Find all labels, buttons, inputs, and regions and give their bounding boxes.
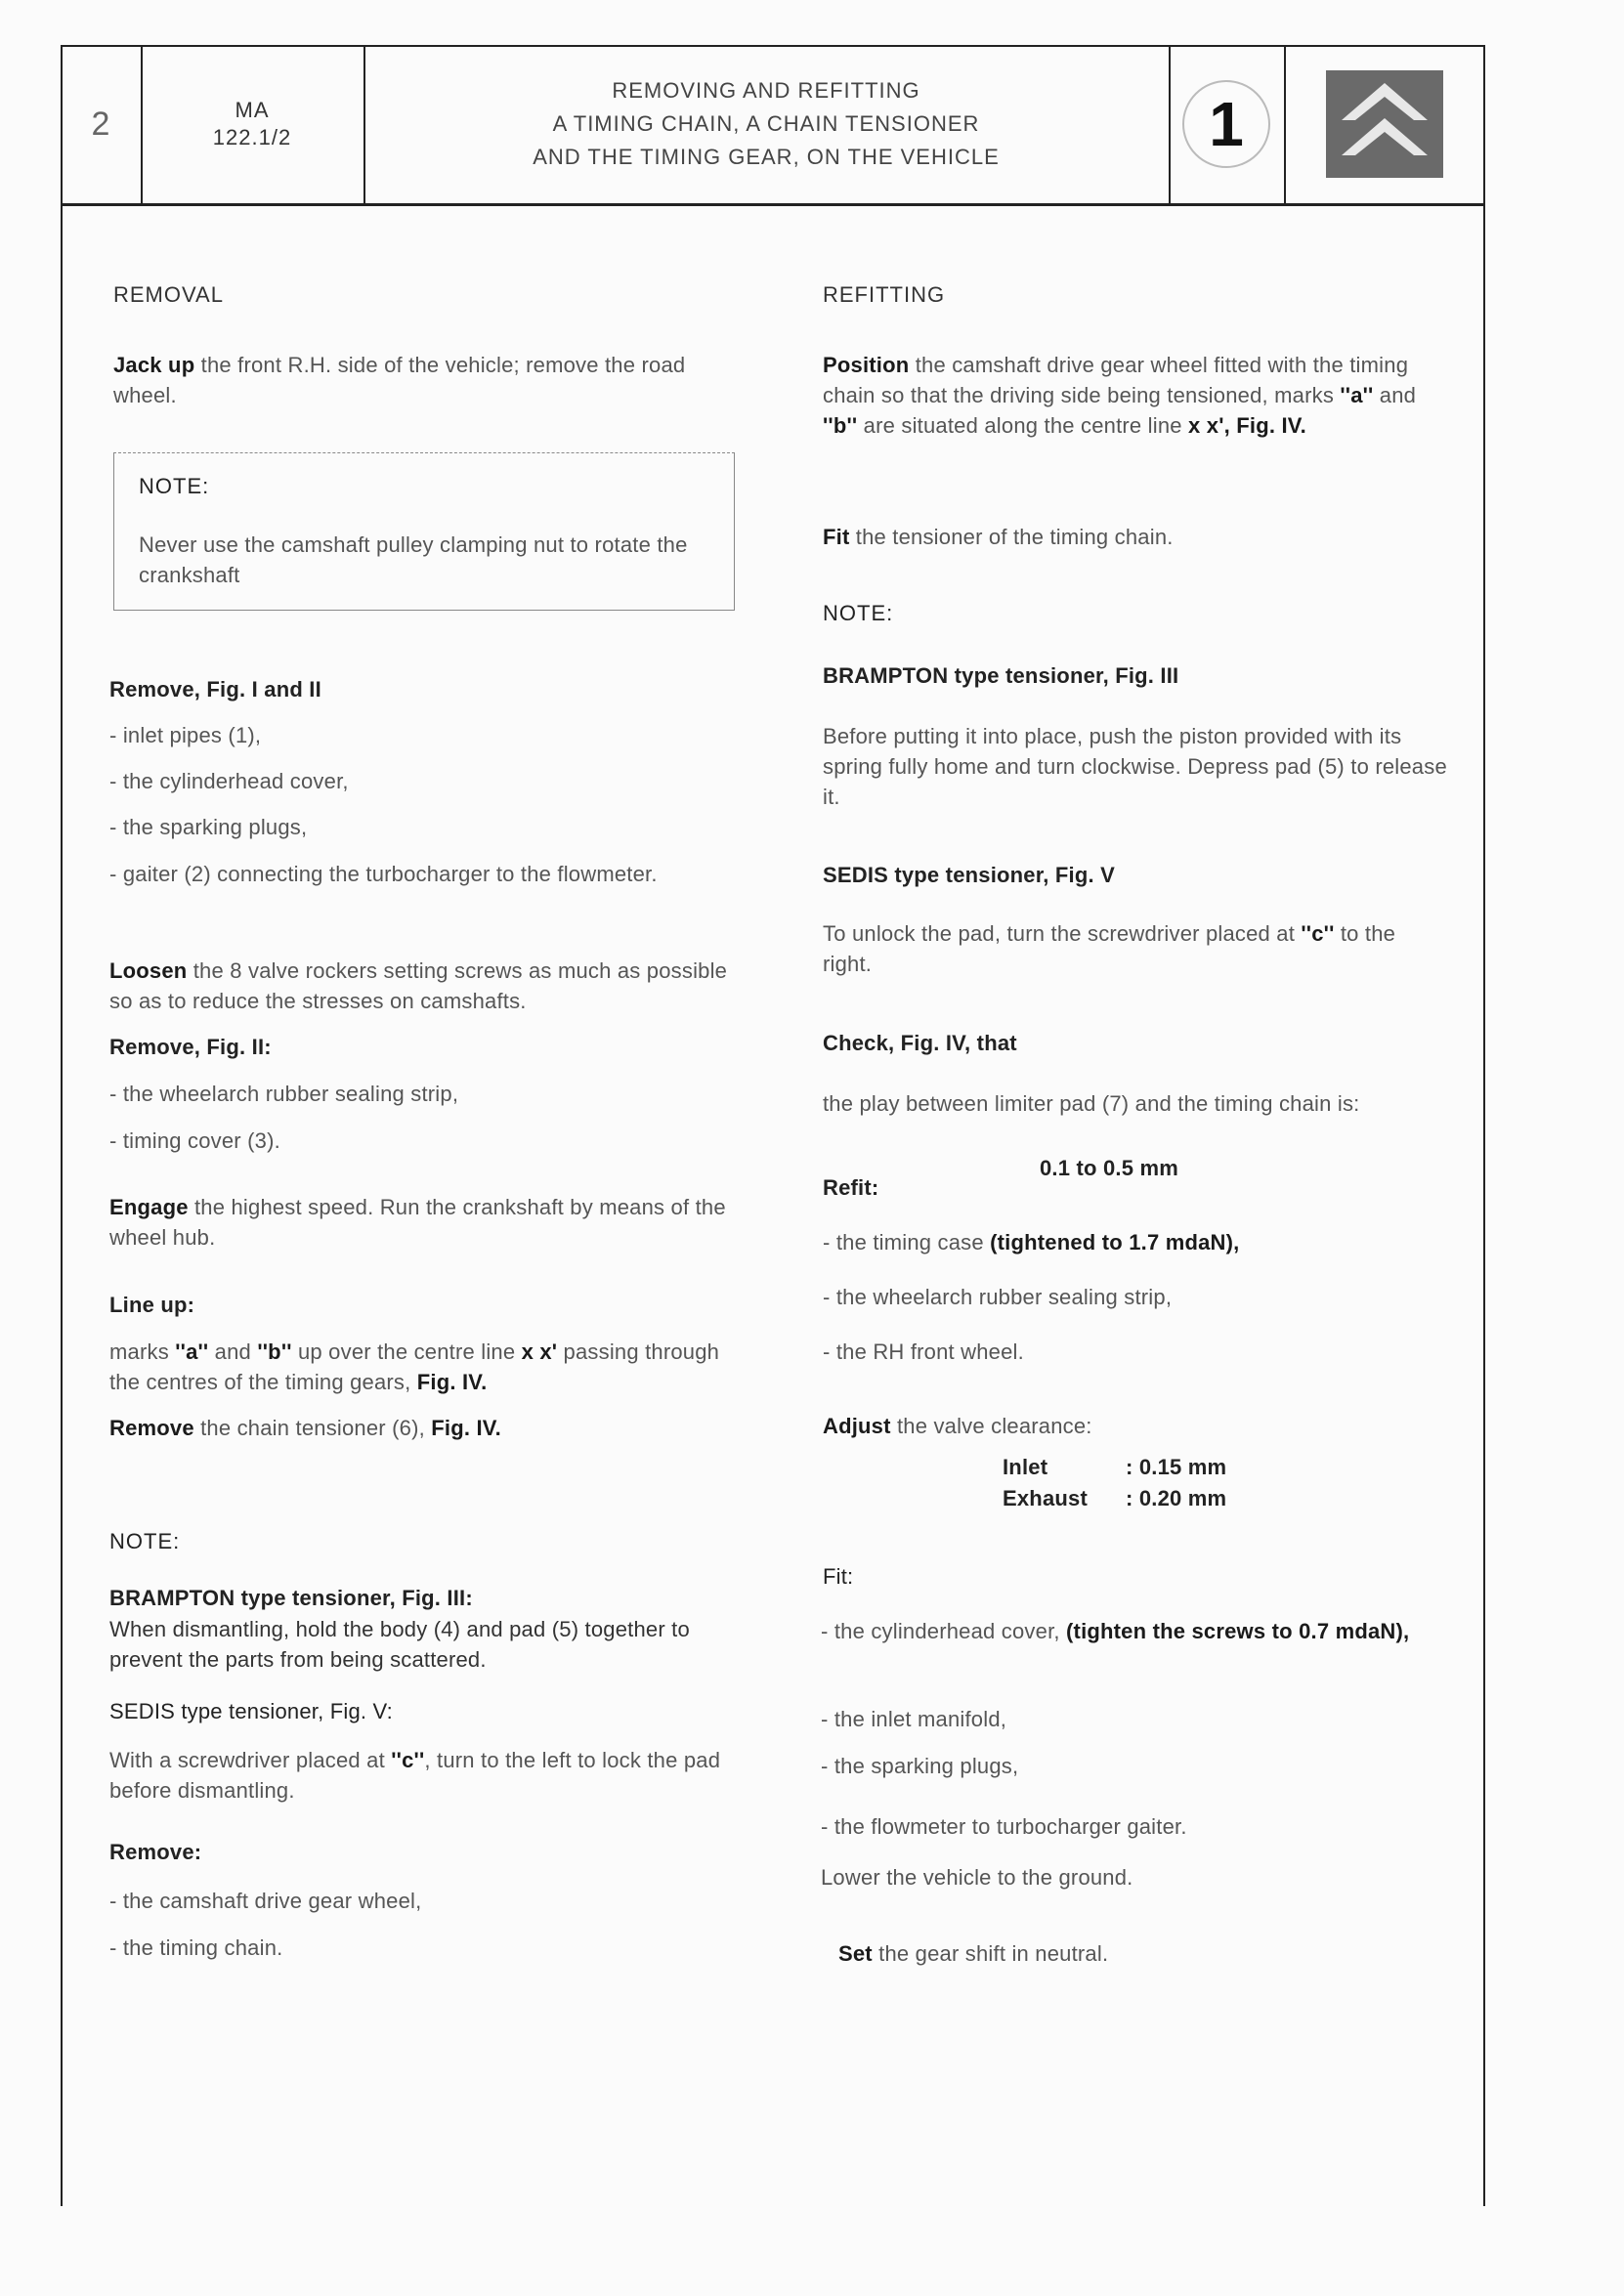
brampton-removal-text: When dismantling, hold the body (4) and pad (5) together to prevent the parts from being scattered. <box>109 1617 690 1672</box>
sedis-removal-text-2: , turn to the left to lock the pad before dismantling. <box>109 1748 721 1803</box>
line-up-heading: Line up: <box>109 1293 195 1317</box>
loosen-text: the 8 valve rockers setting screws as much as possible so as to reduce the stresses on camshafts. <box>109 958 728 1013</box>
engage-text: the highest speed. Run the crankshaft by means of the wheel hub. <box>109 1195 726 1250</box>
sedis-refit-text-2: to the right. <box>823 921 1396 976</box>
refit-item-1 <box>823 1227 1448 1257</box>
refitting-heading: REFITTING <box>823 282 946 307</box>
title-line-3: AND THE TIMING GEAR, ON THE VEHICLE <box>533 145 1000 169</box>
remove-chain-bold: Remove <box>109 1416 194 1440</box>
adjust-paragraph <box>823 1411 1092 1441</box>
check-heading: Check, Fig. IV, that <box>823 1031 1017 1055</box>
set-bold: Set <box>838 1941 873 1966</box>
remove-fig-1-2-heading: Remove, Fig. I and II <box>109 677 321 702</box>
inlet-label: Inlet <box>1003 1455 1048 1479</box>
position-bold: Position <box>823 353 910 377</box>
page-number: 2 <box>91 105 110 143</box>
code-line-2: 122.1/2 <box>212 125 292 149</box>
inlet-value: : 0.15 mm <box>1126 1455 1227 1479</box>
fit-bold: Fit <box>823 525 850 549</box>
mark-c: ''c'' <box>391 1748 425 1772</box>
sedis-refit-heading: SEDIS type tensioner, Fig. V <box>823 863 1116 887</box>
remove3-item-1: - the camshaft drive gear wheel, <box>109 1889 422 1913</box>
jack-up-text: the front R.H. side of the vehicle; remove the road wheel. <box>113 353 686 407</box>
remove2-item-2: - timing cover (3). <box>109 1128 280 1153</box>
fit2-item-4: - the flowmeter to turbocharger gaiter. <box>821 1814 1187 1839</box>
note-text: Never use the camshaft pulley clamping nut to rotate the crankshaft <box>139 532 688 587</box>
position-text-3: are situated along the centre line <box>857 413 1189 438</box>
fit-text: the tensioner of the timing chain. <box>849 525 1174 549</box>
remove1-item-2: - the cylinderhead cover, <box>109 769 349 793</box>
position-paragraph <box>823 350 1448 441</box>
mark-b: ''b'' <box>257 1339 292 1364</box>
centre-line-xx: x x' <box>521 1339 558 1364</box>
sedis-removal-text-1: With a screwdriver placed at <box>109 1748 392 1772</box>
note-2-label: NOTE: <box>109 1529 181 1553</box>
remove1-item-4: - gaiter (2) connecting the turbocharger to the flowmeter. <box>109 862 658 886</box>
refit-heading: Refit: <box>823 1175 879 1200</box>
position-mark-b: ''b'' <box>823 413 858 438</box>
logo-cell <box>1284 45 1485 203</box>
refit-item-1-torque: (tightened to 1.7 mdaN), <box>990 1230 1240 1254</box>
sedis-refit-text-1: To unlock the pad, turn the screwdriver placed at <box>823 921 1302 946</box>
brampton-refit-text: Before putting it into place, push the piston provided with its spring fully home and turn clockwise. Depress pad (5) to release it. <box>823 724 1447 809</box>
adjust-bold: Adjust <box>823 1414 891 1438</box>
exhaust-value: : 0.20 mm <box>1126 1486 1227 1510</box>
line-up-text-1: marks <box>109 1339 176 1364</box>
section-badge: 1 <box>1182 80 1270 168</box>
fit2-item-1-torque: (tighten the screws to 0.7 mdaN), <box>1066 1619 1410 1643</box>
remove-chain-tensioner-paragraph <box>109 1413 735 1443</box>
position-fig-ref: x x', Fig. IV. <box>1188 413 1306 438</box>
refit-item-1-text: - the timing case <box>823 1230 991 1254</box>
fit-tensioner-paragraph <box>823 522 1448 552</box>
position-text-2: and <box>1373 383 1417 407</box>
check-text: the play between limiter pad (7) and the timing chain is: <box>823 1091 1360 1116</box>
sedis-refit-paragraph <box>823 918 1448 979</box>
remove2-item-1: - the wheelarch rubber sealing strip, <box>109 1082 459 1106</box>
fit-2-heading: Fit: <box>823 1564 854 1589</box>
line-up-text-4: passing through the centres of the timing gears, <box>109 1339 720 1394</box>
remove-fig-2-heading: Remove, Fig. II: <box>109 1035 272 1059</box>
loosen-paragraph <box>109 956 735 1016</box>
line-up-fig-ref: Fig. IV. <box>416 1370 488 1394</box>
sedis-refit-mark-c: ''c'' <box>1301 921 1335 946</box>
remove-chain-fig-ref: Fig. IV. <box>431 1416 501 1440</box>
remove1-item-3: - the sparking plugs, <box>109 815 308 839</box>
remove-3-heading: Remove: <box>109 1840 202 1864</box>
document-title <box>363 45 1169 203</box>
loosen-bold: Loosen <box>109 958 188 983</box>
document-code <box>141 45 363 203</box>
line-up-paragraph <box>109 1337 735 1397</box>
exhaust-label: Exhaust <box>1003 1486 1088 1510</box>
position-text-1: the camshaft drive gear wheel fitted with the timing chain so that the driving side being tensioned, marks <box>823 353 1409 407</box>
refit-note-label: NOTE: <box>823 601 894 625</box>
remove3-item-2: - the timing chain. <box>109 1935 283 1960</box>
set-text: the gear shift in neutral. <box>872 1941 1109 1966</box>
sedis-removal-paragraph <box>109 1745 735 1806</box>
lower-vehicle-text: Lower the vehicle to the ground. <box>821 1865 1133 1890</box>
title-line-1: REMOVING AND REFITTING <box>612 78 920 103</box>
removal-heading: REMOVAL <box>113 282 224 307</box>
fit2-item-1 <box>821 1616 1446 1646</box>
engage-bold: Engage <box>109 1195 189 1219</box>
fit2-item-2: - the inlet manifold, <box>821 1707 1007 1731</box>
remove-chain-text: the chain tensioner (6), <box>193 1416 432 1440</box>
title-line-2: A TIMING CHAIN, A CHAIN TENSIONER <box>552 111 980 136</box>
jack-up-paragraph <box>113 350 735 410</box>
refit-item-3: - the RH front wheel. <box>823 1339 1024 1364</box>
section-badge-cell <box>1169 45 1284 203</box>
engage-paragraph <box>109 1192 735 1253</box>
jack-up-bold: Jack up <box>113 353 195 377</box>
document-header <box>61 45 1485 203</box>
brampton-removal-heading: BRAMPTON type tensioner, Fig. III: <box>109 1586 473 1610</box>
code-line-1: MA <box>235 98 270 122</box>
position-mark-a: ''a'' <box>1340 383 1374 407</box>
brampton-refit-heading: BRAMPTON type tensioner, Fig. III <box>823 663 1179 688</box>
line-up-text-2: and <box>208 1339 258 1364</box>
fit2-item-1-text: - the cylinderhead cover, <box>821 1619 1067 1643</box>
refit-item-2: - the wheelarch rubber sealing strip, <box>823 1285 1173 1309</box>
set-gear-paragraph <box>838 1938 1108 1969</box>
mark-a: ''a'' <box>175 1339 209 1364</box>
note-label: NOTE: <box>139 474 210 498</box>
line-up-text-3: up over the centre line <box>291 1339 522 1364</box>
adjust-text: the valve clearance: <box>890 1414 1092 1438</box>
fit2-item-3: - the sparking plugs, <box>821 1754 1019 1778</box>
citroen-logo-icon <box>1326 70 1443 178</box>
play-value: 0.1 to 0.5 mm <box>1040 1156 1178 1180</box>
remove1-item-1: - inlet pipes (1), <box>109 723 262 747</box>
sedis-removal-heading: SEDIS type tensioner, Fig. V: <box>109 1699 393 1723</box>
